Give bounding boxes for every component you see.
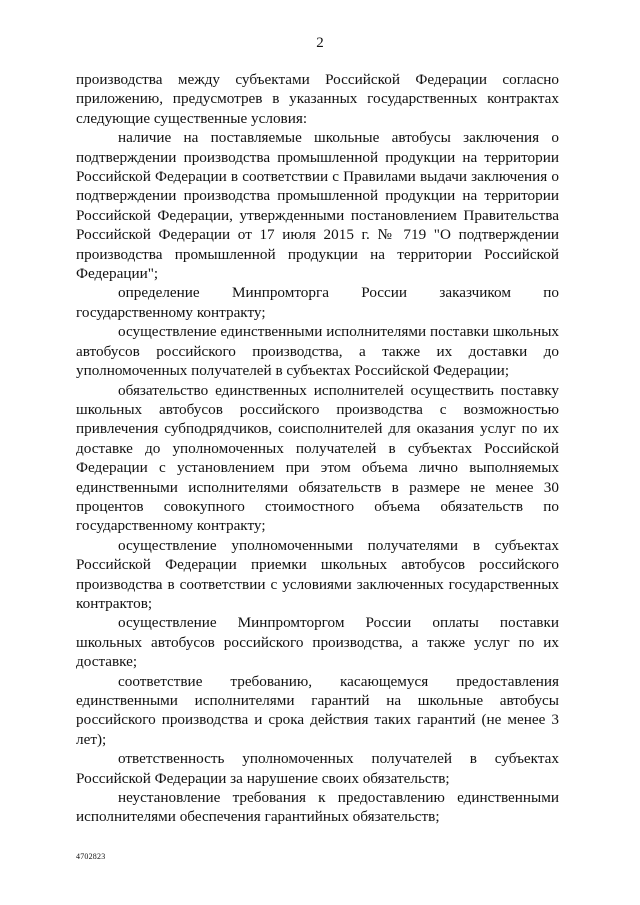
paragraph-acceptance: осуществление уполномоченными получателями в субъектах Российской Федерации приемки школьных автобусов российского производства в соответствии с условиями заключенных государственных контрактов; xyxy=(76,536,559,612)
paragraph-payment: осуществление Минпромторгом России оплаты поставки школьных автобусов российского производства, а также услуг по их доставке; xyxy=(76,614,559,671)
paragraph-delivery: осуществление единственными исполнителями поставки школьных автобусов российского производства, а также их доставки до уполномоченных получателей в субъектах Российской Федерации; xyxy=(76,323,559,380)
paragraph-customer: определение Минпромторга России заказчиком по государственному контракту; xyxy=(76,284,559,321)
document-footer-code: 4702823 xyxy=(76,852,106,861)
document-body xyxy=(76,70,559,827)
paragraph-conformity-certificate: наличие на поставляемые школьные автобусы заключения о подтверждении производства промышленной продукции на территории Российской Федерации в соответствии с Правилами выдачи заключения о подтверждении производства промышленной продукции на территории Российской Федерации, утвержденными постановлением Правительства Российской Федерации от 17 июля 2015 г. № 719 "О подтверждении производства промышленной продукции на территории Российской Федерации"; xyxy=(76,129,559,283)
paragraph-intro: производства между субъектами Российской Федерации согласно приложению, предусмотрев в указанных государственных контрактах следующие существенные условия: xyxy=(76,71,559,127)
paragraph-warranty: соответствие требованию, касающемуся предоставления единственными исполнителями гарантий на школьные автобусы российского производства и срока действия таких гарантий (не менее 3 лет); xyxy=(76,672,559,748)
paragraph-no-security-requirement: неустановление требования к предоставлению единственными исполнителями обеспечения гарантийных обязательств; xyxy=(76,789,559,826)
paragraph-subcontractors: обязательство единственных исполнителей осуществить поставку школьных автобусов российского производства с возможностью привлечения субподрядчиков, соисполнителей для оказания услуг по их доставке до уполномоченных получателей в субъектах Российской Федерации с установлением при этом объема лично выполняемых единственными исполнителями обязательств в размере не менее 30 процентов совокупного стоимостного объема обязательств по государственному контракту; xyxy=(76,381,559,535)
page-number: 2 xyxy=(316,35,324,51)
paragraph-responsibility: ответственность уполномоченных получателей в субъектах Российской Федерации за нарушение своих обязательств; xyxy=(76,750,559,787)
